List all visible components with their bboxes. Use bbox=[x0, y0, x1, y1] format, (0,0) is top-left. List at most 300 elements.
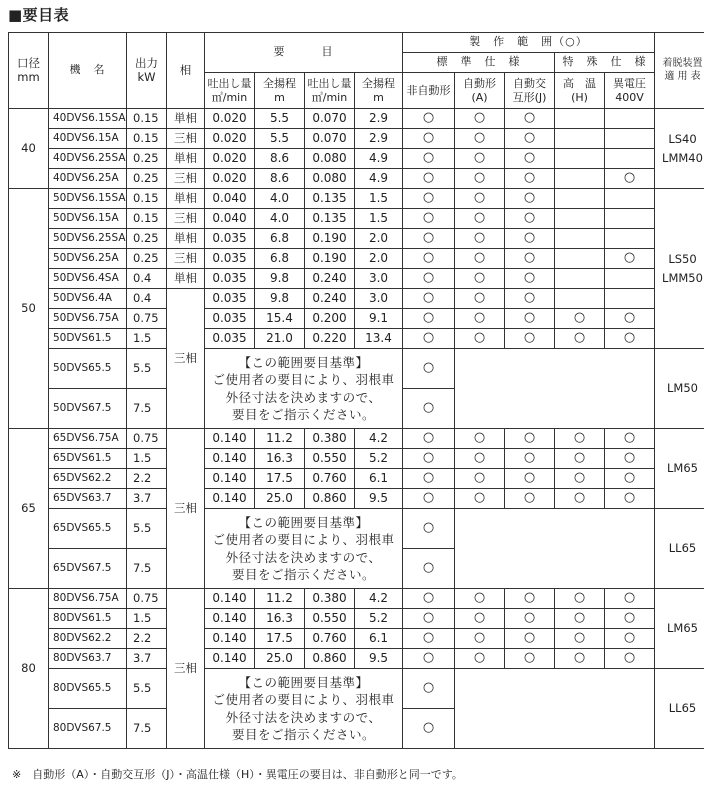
non-auto-cell: ○ bbox=[403, 389, 455, 429]
discharge-1-cell: 0.035 bbox=[205, 309, 255, 329]
output-cell: 1.5 bbox=[127, 609, 167, 629]
table-row bbox=[9, 449, 704, 469]
head-2-cell: 13.4 bbox=[355, 329, 403, 349]
phase-cell: 三相 bbox=[167, 589, 205, 749]
discharge-2-cell: 0.760 bbox=[305, 469, 355, 489]
auto-cell: ○ bbox=[455, 149, 505, 169]
table-row bbox=[9, 629, 704, 649]
model-cell: 80DVS6.75A bbox=[49, 589, 127, 609]
fitting-cell: LL65 bbox=[655, 509, 704, 589]
autoalt-cell: ○ bbox=[505, 129, 555, 149]
hightemp-cell bbox=[555, 109, 605, 129]
model-cell: 50DVS65.5 bbox=[49, 349, 127, 389]
discharge-2-cell: 0.135 bbox=[305, 189, 355, 209]
output-cell: 2.2 bbox=[127, 469, 167, 489]
head-2-cell: 4.2 bbox=[355, 429, 403, 449]
auto-cell: ○ bbox=[455, 309, 505, 329]
discharge-2-cell: 0.080 bbox=[305, 149, 355, 169]
page-title: ■要目表 bbox=[8, 6, 70, 24]
model-cell: 50DVS6.4A bbox=[49, 289, 127, 309]
auto-cell: ○ bbox=[455, 609, 505, 629]
non-auto-cell: ○ bbox=[403, 669, 455, 709]
output-cell: 1.5 bbox=[127, 329, 167, 349]
table-row bbox=[9, 609, 704, 629]
non-auto-cell: ○ bbox=[403, 249, 455, 269]
autoalt-cell: ○ bbox=[505, 289, 555, 309]
non-auto-cell: ○ bbox=[403, 489, 455, 509]
auto-cell: ○ bbox=[455, 429, 505, 449]
autoalt-cell: ○ bbox=[505, 249, 555, 269]
autoalt-cell: ○ bbox=[505, 469, 555, 489]
output-cell: 7.5 bbox=[127, 389, 167, 429]
range-note-line: ご使用者の要目により、羽根車 bbox=[212, 532, 395, 547]
autoalt-cell: ○ bbox=[505, 109, 555, 129]
voltage-cell: ○ bbox=[605, 329, 655, 349]
discharge-2-cell: 0.240 bbox=[305, 269, 355, 289]
hightemp-cell bbox=[555, 149, 605, 169]
output-cell: 0.25 bbox=[127, 169, 167, 189]
table-row bbox=[9, 189, 704, 209]
head-2-cell: 2.9 bbox=[355, 129, 403, 149]
table-row bbox=[9, 669, 704, 709]
output-cell: 5.5 bbox=[127, 509, 167, 549]
range-note-line: 外径寸法を決めますので、 bbox=[225, 549, 382, 565]
hightemp-cell: ○ bbox=[555, 609, 605, 629]
model-cell: 65DVS67.5 bbox=[49, 549, 127, 589]
autoalt-cell: ○ bbox=[505, 149, 555, 169]
head-2-cell: 3.0 bbox=[355, 269, 403, 289]
table-row bbox=[9, 509, 704, 549]
autoalt-cell: ○ bbox=[505, 169, 555, 189]
voltage-cell bbox=[605, 269, 655, 289]
voltage-cell: ○ bbox=[605, 489, 655, 509]
hightemp-cell bbox=[555, 229, 605, 249]
table-row bbox=[9, 169, 704, 189]
auto-cell: ○ bbox=[455, 109, 505, 129]
hightemp-cell: ○ bbox=[555, 329, 605, 349]
bore-cell: 80 bbox=[9, 589, 49, 749]
head-1-cell: 17.5 bbox=[255, 469, 305, 489]
head-1-cell: 25.0 bbox=[255, 649, 305, 669]
head-header-1: 全揚程 m bbox=[255, 73, 305, 109]
head-1-cell: 16.3 bbox=[255, 609, 305, 629]
output-cell: 0.75 bbox=[127, 589, 167, 609]
auto-cell: ○ bbox=[455, 289, 505, 309]
voltage-cell bbox=[605, 229, 655, 249]
model-cell: 80DVS62.2 bbox=[49, 629, 127, 649]
discharge-2-cell: 0.200 bbox=[305, 309, 355, 329]
fitting-type: LS40 bbox=[668, 132, 697, 147]
voltage-header: 異電圧 400V bbox=[605, 73, 655, 109]
output-cell: 0.15 bbox=[127, 109, 167, 129]
table-row bbox=[9, 229, 704, 249]
autoalt-cell: ○ bbox=[505, 489, 555, 509]
head-2-cell: 5.2 bbox=[355, 609, 403, 629]
hightemp-cell bbox=[555, 169, 605, 189]
special-header: 特 殊 仕 様 bbox=[555, 53, 655, 73]
discharge-1-cell: 0.140 bbox=[205, 489, 255, 509]
discharge-2-cell: 0.550 bbox=[305, 449, 355, 469]
fitting-type: LS50 bbox=[668, 252, 697, 267]
non-auto-cell: ○ bbox=[403, 509, 455, 549]
table-row bbox=[9, 589, 704, 609]
fitting-type: LMM40 bbox=[662, 150, 703, 165]
discharge-1-cell: 0.020 bbox=[205, 169, 255, 189]
fitting-header: 着脱装置 適 用 表 bbox=[655, 33, 704, 109]
non-auto-cell: ○ bbox=[403, 429, 455, 449]
head-2-cell: 6.1 bbox=[355, 629, 403, 649]
hightemp-header: 高 温 (H) bbox=[555, 73, 605, 109]
range-note bbox=[205, 509, 403, 589]
output-cell: 0.15 bbox=[127, 129, 167, 149]
blank-range-cell bbox=[455, 669, 655, 749]
model-cell: 50DVS6.25A bbox=[49, 249, 127, 269]
head-2-cell: 9.5 bbox=[355, 649, 403, 669]
output-cell: 2.2 bbox=[127, 629, 167, 649]
fitting-cell: LM65 bbox=[655, 429, 704, 509]
range-note-line: 【この範囲要目基準】 bbox=[238, 354, 369, 370]
voltage-cell: ○ bbox=[605, 249, 655, 269]
model-cell: 65DVS62.2 bbox=[49, 469, 127, 489]
hightemp-cell: ○ bbox=[555, 429, 605, 449]
autoalt-cell: ○ bbox=[505, 429, 555, 449]
model-cell: 40DVS6.25SA bbox=[49, 149, 127, 169]
table-row bbox=[9, 249, 704, 269]
hightemp-cell: ○ bbox=[555, 489, 605, 509]
model-cell: 50DVS6.4SA bbox=[49, 269, 127, 289]
output-cell: 0.4 bbox=[127, 269, 167, 289]
model-cell: 40DVS6.25A bbox=[49, 169, 127, 189]
model-header: 機 名 bbox=[49, 33, 127, 109]
auto-cell: ○ bbox=[455, 129, 505, 149]
fitting-cell: LM65 bbox=[655, 589, 704, 669]
phase-header: 相 bbox=[167, 33, 205, 109]
blank-range-cell bbox=[455, 509, 655, 589]
non-auto-header: 非自動形 bbox=[403, 73, 455, 109]
head-2-cell: 5.2 bbox=[355, 449, 403, 469]
auto-header: 自動形 (A) bbox=[455, 73, 505, 109]
voltage-cell: ○ bbox=[605, 629, 655, 649]
head-1-cell: 6.8 bbox=[255, 249, 305, 269]
autoalt-cell: ○ bbox=[505, 609, 555, 629]
voltage-cell bbox=[605, 289, 655, 309]
non-auto-cell: ○ bbox=[403, 269, 455, 289]
phase-cell: 三相 bbox=[167, 429, 205, 589]
discharge-1-cell: 0.020 bbox=[205, 129, 255, 149]
range-header: 製 作 範 囲（○） bbox=[403, 33, 655, 53]
non-auto-cell: ○ bbox=[403, 609, 455, 629]
discharge-2-cell: 0.860 bbox=[305, 649, 355, 669]
autoalt-cell: ○ bbox=[505, 649, 555, 669]
head-2-cell: 9.5 bbox=[355, 489, 403, 509]
model-cell: 50DVS67.5 bbox=[49, 389, 127, 429]
voltage-cell bbox=[605, 189, 655, 209]
non-auto-cell: ○ bbox=[403, 629, 455, 649]
range-note bbox=[205, 669, 403, 749]
head-2-cell: 4.9 bbox=[355, 169, 403, 189]
head-2-cell: 2.0 bbox=[355, 229, 403, 249]
discharge-1-cell: 0.140 bbox=[205, 649, 255, 669]
auto-cell: ○ bbox=[455, 489, 505, 509]
output-cell: 1.5 bbox=[127, 449, 167, 469]
phase-cell: 単相 bbox=[167, 109, 205, 129]
table-row bbox=[9, 289, 704, 309]
autoalt-cell: ○ bbox=[505, 329, 555, 349]
phase-cell: 単相 bbox=[167, 229, 205, 249]
hightemp-cell: ○ bbox=[555, 309, 605, 329]
discharge-header-2: 吐出し量 ㎥/min bbox=[305, 73, 355, 109]
voltage-cell: ○ bbox=[605, 589, 655, 609]
range-note-line: 外径寸法を決めますので、 bbox=[225, 389, 382, 405]
discharge-1-cell: 0.035 bbox=[205, 249, 255, 269]
hightemp-cell bbox=[555, 189, 605, 209]
output-cell: 0.25 bbox=[127, 249, 167, 269]
model-cell: 80DVS65.5 bbox=[49, 669, 127, 709]
model-cell: 80DVS61.5 bbox=[49, 609, 127, 629]
auto-cell: ○ bbox=[455, 469, 505, 489]
auto-cell: ○ bbox=[455, 629, 505, 649]
discharge-header-1: 吐出し量 ㎥/min bbox=[205, 73, 255, 109]
phase-cell: 三相 bbox=[167, 249, 205, 269]
head-1-cell: 11.2 bbox=[255, 429, 305, 449]
model-cell: 65DVS63.7 bbox=[49, 489, 127, 509]
discharge-1-cell: 0.040 bbox=[205, 209, 255, 229]
table-row bbox=[9, 209, 704, 229]
table-row bbox=[9, 329, 704, 349]
phase-cell: 単相 bbox=[167, 149, 205, 169]
phase-cell: 三相 bbox=[167, 209, 205, 229]
range-note-line: 要目をご指示ください。 bbox=[231, 567, 375, 582]
fitting-cell: LM50 bbox=[655, 349, 704, 429]
spec-table bbox=[8, 32, 704, 749]
head-1-cell: 25.0 bbox=[255, 489, 305, 509]
model-cell: 50DVS61.5 bbox=[49, 329, 127, 349]
hightemp-cell bbox=[555, 209, 605, 229]
auto-cell: ○ bbox=[455, 269, 505, 289]
non-auto-cell: ○ bbox=[403, 649, 455, 669]
voltage-cell: ○ bbox=[605, 469, 655, 489]
head-1-cell: 17.5 bbox=[255, 629, 305, 649]
model-cell: 80DVS67.5 bbox=[49, 709, 127, 749]
output-cell: 7.5 bbox=[127, 549, 167, 589]
bore-header: 口径 mm bbox=[9, 33, 49, 109]
non-auto-cell: ○ bbox=[403, 349, 455, 389]
auto-cell: ○ bbox=[455, 169, 505, 189]
voltage-cell bbox=[605, 149, 655, 169]
output-cell: 5.5 bbox=[127, 349, 167, 389]
model-cell: 50DVS6.75A bbox=[49, 309, 127, 329]
head-1-cell: 8.6 bbox=[255, 169, 305, 189]
range-note-line: ご使用者の要目により、羽根車 bbox=[212, 372, 395, 387]
discharge-1-cell: 0.140 bbox=[205, 609, 255, 629]
hightemp-cell bbox=[555, 289, 605, 309]
discharge-1-cell: 0.035 bbox=[205, 229, 255, 249]
non-auto-cell: ○ bbox=[403, 109, 455, 129]
non-auto-cell: ○ bbox=[403, 149, 455, 169]
model-cell: 65DVS6.75A bbox=[49, 429, 127, 449]
output-cell: 0.25 bbox=[127, 149, 167, 169]
non-auto-cell: ○ bbox=[403, 289, 455, 309]
output-cell: 0.15 bbox=[127, 209, 167, 229]
auto-cell: ○ bbox=[455, 249, 505, 269]
standard-header: 標 準 仕 様 bbox=[403, 53, 555, 73]
non-auto-cell: ○ bbox=[403, 329, 455, 349]
autoalt-header: 自動交 互形(J) bbox=[505, 73, 555, 109]
discharge-2-cell: 0.860 bbox=[305, 489, 355, 509]
head-2-cell: 1.5 bbox=[355, 209, 403, 229]
table-row bbox=[9, 129, 704, 149]
discharge-1-cell: 0.140 bbox=[205, 589, 255, 609]
phase-cell: 単相 bbox=[167, 189, 205, 209]
auto-cell: ○ bbox=[455, 589, 505, 609]
autoalt-cell: ○ bbox=[505, 629, 555, 649]
discharge-1-cell: 0.140 bbox=[205, 469, 255, 489]
discharge-2-cell: 0.070 bbox=[305, 109, 355, 129]
discharge-2-cell: 0.190 bbox=[305, 229, 355, 249]
discharge-1-cell: 0.020 bbox=[205, 149, 255, 169]
output-cell: 3.7 bbox=[127, 649, 167, 669]
head-2-cell: 2.9 bbox=[355, 109, 403, 129]
non-auto-cell: ○ bbox=[403, 209, 455, 229]
hightemp-cell bbox=[555, 249, 605, 269]
output-cell: 3.7 bbox=[127, 489, 167, 509]
head-2-cell: 2.0 bbox=[355, 249, 403, 269]
head-1-cell: 8.6 bbox=[255, 149, 305, 169]
model-cell: 40DVS6.15A bbox=[49, 129, 127, 149]
output-cell: 5.5 bbox=[127, 669, 167, 709]
range-note-line: 要目をご指示ください。 bbox=[231, 727, 375, 742]
voltage-cell: ○ bbox=[605, 649, 655, 669]
model-cell: 50DVS6.15A bbox=[49, 209, 127, 229]
head-header-2: 全揚程 m bbox=[355, 73, 403, 109]
discharge-1-cell: 0.140 bbox=[205, 629, 255, 649]
head-2-cell: 6.1 bbox=[355, 469, 403, 489]
model-cell: 80DVS63.7 bbox=[49, 649, 127, 669]
discharge-2-cell: 0.380 bbox=[305, 429, 355, 449]
non-auto-cell: ○ bbox=[403, 549, 455, 589]
range-note-line: ご使用者の要目により、羽根車 bbox=[212, 692, 395, 707]
output-cell: 7.5 bbox=[127, 709, 167, 749]
table-row bbox=[9, 149, 704, 169]
bore-cell: 40 bbox=[9, 109, 49, 189]
head-1-cell: 9.8 bbox=[255, 289, 305, 309]
model-cell: 50DVS6.25SA bbox=[49, 229, 127, 249]
autoalt-cell: ○ bbox=[505, 189, 555, 209]
discharge-1-cell: 0.140 bbox=[205, 429, 255, 449]
discharge-2-cell: 0.190 bbox=[305, 249, 355, 269]
autoalt-cell: ○ bbox=[505, 589, 555, 609]
model-cell: 50DVS6.15SA bbox=[49, 189, 127, 209]
table-row bbox=[9, 349, 704, 389]
voltage-cell bbox=[605, 129, 655, 149]
head-2-cell: 4.9 bbox=[355, 149, 403, 169]
range-note-line: 外径寸法を決めますので、 bbox=[225, 709, 382, 725]
fitting-type: LMM50 bbox=[662, 270, 703, 285]
non-auto-cell: ○ bbox=[403, 309, 455, 329]
head-2-cell: 1.5 bbox=[355, 189, 403, 209]
non-auto-cell: ○ bbox=[403, 129, 455, 149]
blank-range-cell bbox=[455, 349, 655, 429]
discharge-1-cell: 0.020 bbox=[205, 109, 255, 129]
discharge-1-cell: 0.035 bbox=[205, 289, 255, 309]
head-1-cell: 9.8 bbox=[255, 269, 305, 289]
phase-cell: 三相 bbox=[167, 129, 205, 149]
hightemp-cell bbox=[555, 269, 605, 289]
discharge-2-cell: 0.070 bbox=[305, 129, 355, 149]
non-auto-cell: ○ bbox=[403, 709, 455, 749]
auto-cell: ○ bbox=[455, 229, 505, 249]
output-cell: 0.75 bbox=[127, 309, 167, 329]
head-1-cell: 5.5 bbox=[255, 129, 305, 149]
hightemp-cell: ○ bbox=[555, 469, 605, 489]
autoalt-cell: ○ bbox=[505, 229, 555, 249]
hightemp-cell: ○ bbox=[555, 589, 605, 609]
hightemp-cell bbox=[555, 129, 605, 149]
output-cell: 0.4 bbox=[127, 289, 167, 309]
auto-cell: ○ bbox=[455, 649, 505, 669]
output-cell: 0.25 bbox=[127, 229, 167, 249]
head-1-cell: 21.0 bbox=[255, 329, 305, 349]
model-cell: 40DVS6.15SA bbox=[49, 109, 127, 129]
phase-cell: 三相 bbox=[167, 289, 205, 429]
specs-header: 要 目 bbox=[205, 33, 403, 73]
bore-cell: 50 bbox=[9, 189, 49, 429]
discharge-2-cell: 0.380 bbox=[305, 589, 355, 609]
discharge-2-cell: 0.135 bbox=[305, 209, 355, 229]
auto-cell: ○ bbox=[455, 189, 505, 209]
voltage-cell: ○ bbox=[605, 609, 655, 629]
head-1-cell: 4.0 bbox=[255, 189, 305, 209]
discharge-2-cell: 0.240 bbox=[305, 289, 355, 309]
head-1-cell: 15.4 bbox=[255, 309, 305, 329]
discharge-2-cell: 0.220 bbox=[305, 329, 355, 349]
fitting-cell bbox=[655, 109, 704, 189]
fitting-cell: LL65 bbox=[655, 669, 704, 749]
bore-cell: 65 bbox=[9, 429, 49, 589]
discharge-2-cell: 0.550 bbox=[305, 609, 355, 629]
voltage-cell bbox=[605, 209, 655, 229]
non-auto-cell: ○ bbox=[403, 189, 455, 209]
discharge-1-cell: 0.035 bbox=[205, 269, 255, 289]
head-1-cell: 16.3 bbox=[255, 449, 305, 469]
range-note bbox=[205, 349, 403, 429]
phase-cell: 単相 bbox=[167, 269, 205, 289]
head-1-cell: 11.2 bbox=[255, 589, 305, 609]
voltage-cell bbox=[605, 109, 655, 129]
autoalt-cell: ○ bbox=[505, 309, 555, 329]
table-row bbox=[9, 109, 704, 129]
head-1-cell: 5.5 bbox=[255, 109, 305, 129]
hightemp-cell: ○ bbox=[555, 649, 605, 669]
head-2-cell: 3.0 bbox=[355, 289, 403, 309]
non-auto-cell: ○ bbox=[403, 169, 455, 189]
non-auto-cell: ○ bbox=[403, 589, 455, 609]
hightemp-cell: ○ bbox=[555, 449, 605, 469]
table-row bbox=[9, 649, 704, 669]
autoalt-cell: ○ bbox=[505, 269, 555, 289]
auto-cell: ○ bbox=[455, 329, 505, 349]
output-cell: 0.75 bbox=[127, 429, 167, 449]
non-auto-cell: ○ bbox=[403, 449, 455, 469]
non-auto-cell: ○ bbox=[403, 469, 455, 489]
voltage-cell: ○ bbox=[605, 309, 655, 329]
output-header: 出力 kW bbox=[127, 33, 167, 109]
table-row bbox=[9, 489, 704, 509]
phase-cell: 三相 bbox=[167, 169, 205, 189]
hightemp-cell: ○ bbox=[555, 629, 605, 649]
autoalt-cell: ○ bbox=[505, 209, 555, 229]
table-row bbox=[9, 469, 704, 489]
